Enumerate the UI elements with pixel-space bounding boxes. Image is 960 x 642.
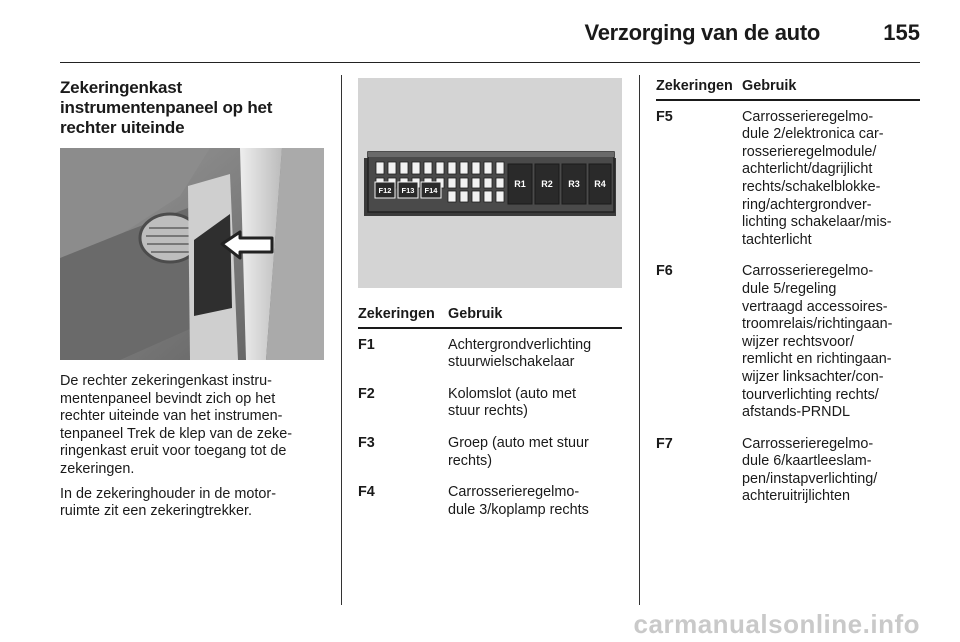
text-line: stuur rechts) — [448, 403, 528, 420]
text-line: Carrosserieregelmo- — [742, 263, 874, 280]
fuse-id: F2 — [358, 385, 375, 402]
text-line: afstands-PRNDL — [742, 404, 850, 421]
section-title-line: Zekeringenkast — [60, 78, 182, 97]
body-text — [60, 373, 326, 528]
table-row — [656, 436, 920, 506]
table-header — [656, 78, 920, 101]
text-line: Groep (auto met stuur — [448, 434, 589, 451]
column-header-fuse: Zekeringen — [656, 78, 733, 94]
fuse-use — [448, 484, 589, 519]
text-line: achteruitrijlichten — [742, 488, 850, 505]
column-header-use: Gebruik — [742, 78, 797, 94]
fuse-label: F13 — [401, 186, 415, 195]
text-line: rechter uiteinde van het instrumen- — [60, 408, 283, 425]
text-line: troomrelais/richtingaan- — [742, 316, 893, 333]
text-line: lichting schakelaar/mis- — [742, 214, 892, 231]
text-line: tourverlichting rechts/ — [742, 386, 879, 403]
table-row — [358, 435, 622, 470]
text-line: Achtergrondverlichting — [448, 336, 592, 353]
fuse-table-left — [358, 306, 622, 533]
dashboard-photo — [60, 148, 324, 360]
table-row — [656, 109, 920, 250]
fuse-label: F12 — [378, 186, 392, 195]
text-line: Kolomslot (auto met — [448, 385, 576, 402]
page-number: 155 — [883, 20, 920, 45]
text-line: dule 3/koplamp rechts — [448, 501, 589, 518]
text-line: achterlicht/dagrijlicht — [742, 161, 873, 178]
text-line: dule 2/elektronica car- — [742, 126, 884, 143]
text-line: stuurwielschakelaar — [448, 354, 575, 371]
column-header-fuse: Zekeringen — [358, 306, 435, 322]
dashboard-illustration — [60, 148, 324, 360]
text-line: In de zekeringhouder in de motor- — [60, 485, 276, 502]
text-line: vertraagd accessoires- — [742, 298, 888, 315]
table-row — [656, 263, 920, 421]
fuse-id: F1 — [358, 336, 375, 353]
fuse-box-illustration — [358, 78, 622, 288]
fuse-id: F6 — [656, 263, 673, 280]
fuse-label: F14 — [424, 186, 438, 195]
paragraph — [60, 486, 326, 521]
relay-label: R2 — [541, 179, 553, 189]
fuse-box-diagram — [358, 78, 622, 288]
fuse-use — [742, 263, 892, 421]
fuse-id: F4 — [358, 484, 375, 501]
fuse-use — [448, 386, 576, 421]
text-line: ringenkast eruit voor toegang tot de — [60, 443, 287, 460]
text-line: Carrosserieregelmo- — [742, 108, 874, 125]
section-title-line: instrumentenpaneel op het — [60, 98, 273, 117]
column-divider — [639, 75, 640, 605]
table-row — [358, 484, 622, 519]
text-line: pen/instapverlichting/ — [742, 470, 878, 487]
text-line: tenpaneel Trek de klep van de zeke- — [60, 425, 292, 442]
fuse-id: F5 — [656, 108, 673, 125]
fuse-use — [742, 109, 892, 250]
fuse-table-right — [656, 78, 920, 520]
text-line: dule 5/regeling — [742, 280, 837, 297]
text-line: Carrosserieregelmo- — [742, 435, 874, 452]
text-line: rosserieregelmodule/ — [742, 143, 877, 160]
text-line: rechts/schakelblokke- — [742, 178, 881, 195]
text-line: dule 6/kaartleeslam- — [742, 453, 872, 470]
relay-label: R1 — [514, 179, 526, 189]
relay-label: R4 — [594, 179, 606, 189]
text-line: ring/achtergrondver- — [742, 196, 872, 213]
text-line: tachterlicht — [742, 231, 812, 248]
page-header — [60, 0, 920, 63]
text-line: wijzer rechtsvoor/ — [742, 333, 854, 350]
text-line: zekeringen. — [60, 460, 135, 477]
fuse-use — [742, 436, 877, 506]
table-header — [358, 306, 622, 329]
text-line: Carrosserieregelmo- — [448, 484, 580, 501]
fuse-id: F3 — [358, 434, 375, 451]
header-title: Verzorging van de auto — [584, 20, 820, 45]
fuse-use — [448, 337, 591, 372]
left-column — [60, 78, 326, 520]
column-divider — [341, 75, 342, 605]
paragraph — [60, 373, 326, 479]
text-line: mentenpaneel bevindt zich op het — [60, 390, 276, 407]
column-header-use: Gebruik — [448, 306, 503, 322]
watermark: carmanualsonline.info — [633, 609, 920, 639]
table-row — [358, 386, 622, 421]
table-row — [358, 337, 622, 372]
text-line: rechts) — [448, 452, 492, 469]
section-title — [60, 78, 326, 138]
text-line: remlicht en richtingaan- — [742, 351, 892, 368]
text-line: wijzer linksachter/con- — [742, 368, 884, 385]
fuse-id: F7 — [656, 435, 673, 452]
relay-label: R3 — [568, 179, 580, 189]
section-title-line: rechter uiteinde — [60, 118, 185, 137]
fuse-use — [448, 435, 589, 470]
text-line: ruimte zit een zekeringtrekker. — [60, 503, 252, 520]
text-line: De rechter zekeringenkast instru- — [60, 373, 272, 389]
